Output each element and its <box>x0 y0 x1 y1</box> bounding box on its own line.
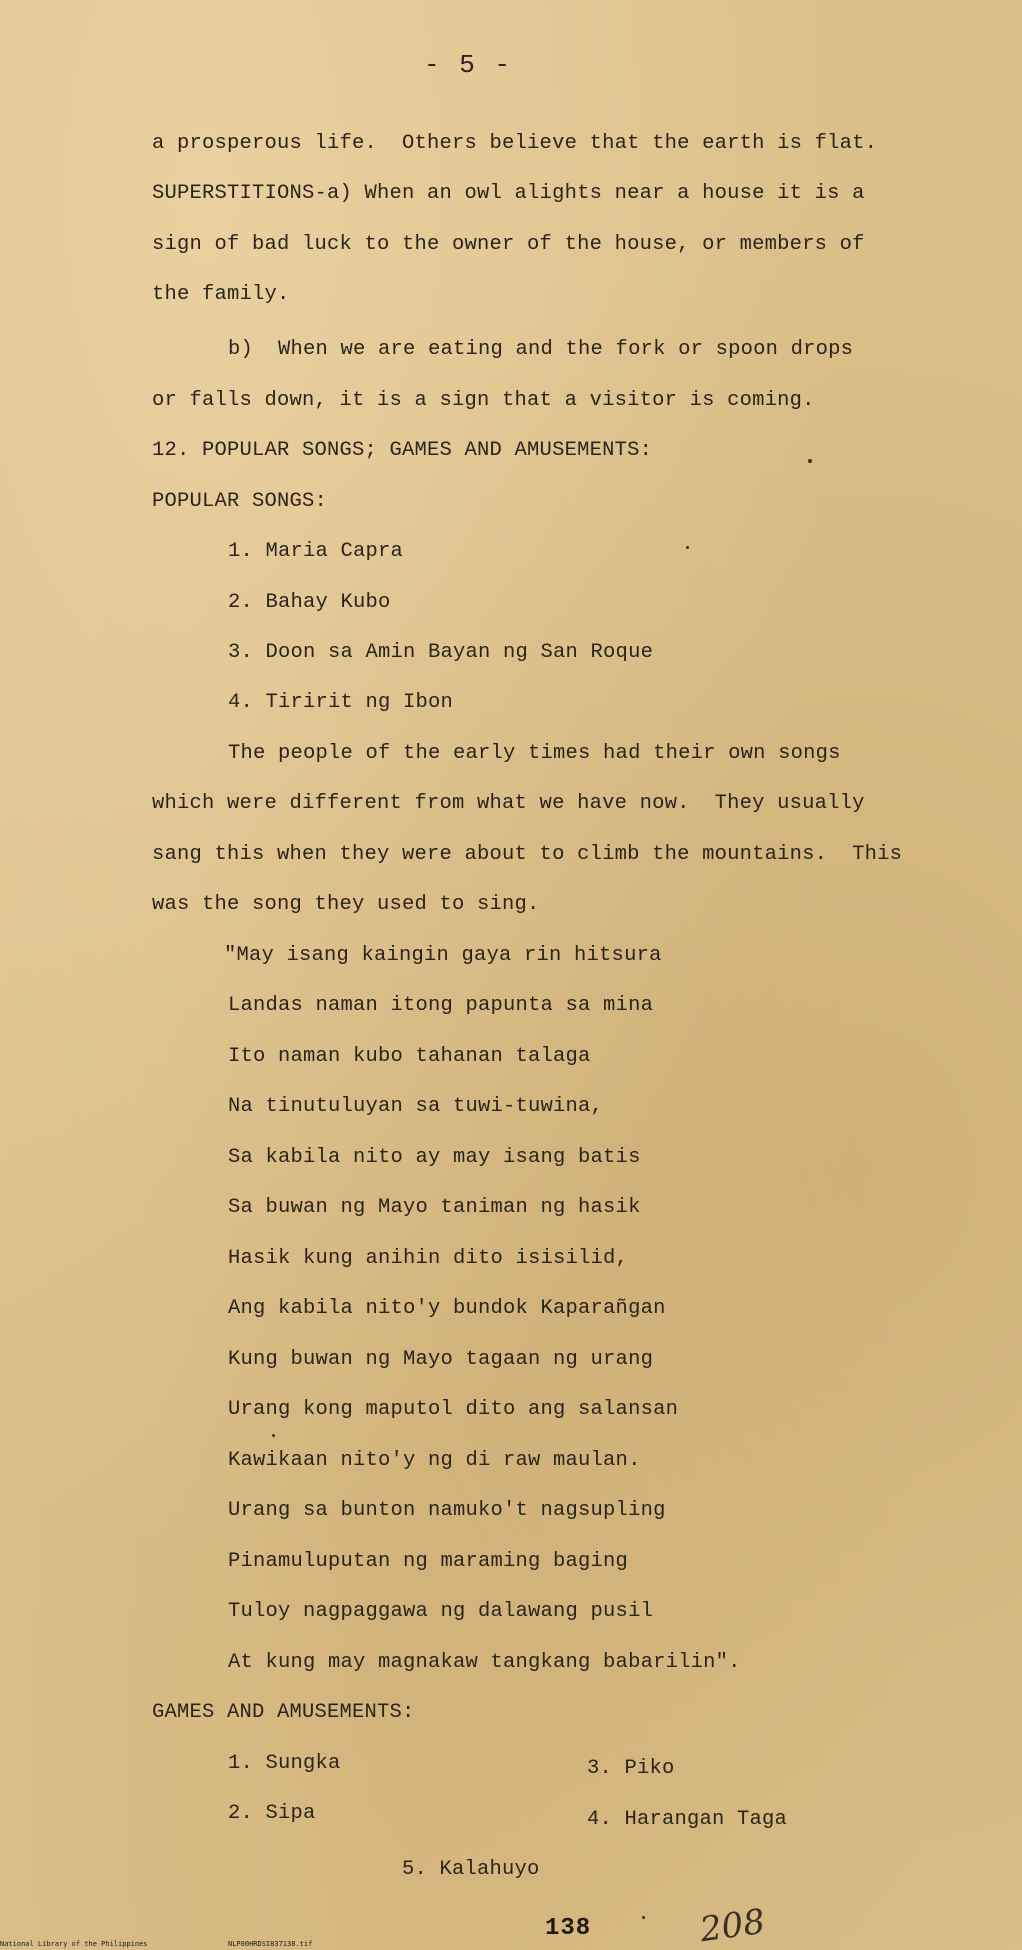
text-line-5: b) When we are eating and the fork or spoon drops <box>228 338 854 361</box>
game-item-2: 2. Sipa <box>228 1802 316 1825</box>
song-verse-line-10: Urang kong maputol dito ang salansan <box>228 1398 679 1421</box>
song-verse-line-2: Landas naman itong papunta sa mina <box>228 994 654 1017</box>
song-verse-line-4: Na tinutuluyan sa tuwi-tuwina, <box>228 1095 604 1118</box>
song-verse-line-3: Ito naman kubo tahanan talaga <box>228 1045 591 1068</box>
text-line-3: sign of bad luck to the owner of the house, or members of <box>152 233 865 256</box>
section-heading-12: 12. POPULAR SONGS; GAMES AND AMUSEMENTS: <box>152 439 653 462</box>
footer-source: National Library of the Philippines <box>0 1940 148 1948</box>
text-line-1: a prosperous life. Others believe that the earth is flat. <box>152 132 878 155</box>
song-verse-line-1: "May isang kaingin gaya rin hitsura <box>224 944 662 967</box>
ink-speck <box>686 546 689 549</box>
ink-speck <box>642 1916 645 1919</box>
song-item-2: 2. Bahay Kubo <box>228 591 391 614</box>
ink-speck <box>808 459 812 463</box>
song-verse-line-9: Kung buwan ng Mayo tagaan ng urang <box>228 1348 654 1371</box>
game-item-1: 1. Sungka <box>228 1752 341 1775</box>
footer-filename: NLP00HRDSI837138.tif <box>228 1940 313 1948</box>
song-verse-line-11: Kawikaan nito'y ng di raw maulan. <box>228 1449 641 1472</box>
handwritten-page-number: 208 <box>697 1901 768 1950</box>
song-verse-line-12: Urang sa bunton namuko't nagsupling <box>228 1499 666 1522</box>
text-line-15: sang this when they were about to climb the mountains. This <box>152 843 903 866</box>
song-verse-line-14: Tuloy nagpaggawa ng dalawang pusil <box>228 1600 654 1623</box>
popular-songs-heading: POPULAR SONGS: <box>152 490 328 513</box>
text-line-14: which were different from what we have now. They usually <box>152 792 865 815</box>
page-number: - 5 - <box>424 50 513 80</box>
text-line-4: the family. <box>152 283 290 306</box>
text-line-2: SUPERSTITIONS-a) When an owl alights near a house it is a <box>152 182 865 205</box>
song-verse-line-5: Sa kabila nito ay may isang batis <box>228 1146 641 1169</box>
song-verse-line-6: Sa buwan ng Mayo taniman ng hasik <box>228 1196 641 1219</box>
text-line-16: was the song they used to sing. <box>152 893 540 916</box>
ink-speck <box>272 1434 275 1437</box>
song-verse-line-7: Hasik kung anihin dito isisilid, <box>228 1247 629 1270</box>
song-verse-line-13: Pinamuluputan ng maraming baging <box>228 1550 629 1573</box>
song-verse-line-15: At kung may magnakaw tangkang babarilin". <box>228 1651 741 1674</box>
games-heading: GAMES AND AMUSEMENTS: <box>152 1701 415 1724</box>
game-item-3: 3. Piko <box>587 1757 675 1780</box>
song-verse-line-8: Ang kabila nito'y bundok Kaparañgan <box>228 1297 666 1320</box>
game-item-5: 5. Kalahuyo <box>402 1858 540 1881</box>
song-item-4: 4. Tiririt ng Ibon <box>228 691 454 714</box>
text-line-6: or falls down, it is a sign that a visitor is coming. <box>152 389 815 412</box>
song-item-3: 3. Doon sa Amin Bayan ng San Roque <box>228 641 654 664</box>
song-item-1: 1. Maria Capra <box>228 540 404 563</box>
game-item-4: 4. Harangan Taga <box>587 1808 788 1831</box>
stamped-page-number: 138 <box>545 1915 592 1942</box>
text-line-13: The people of the early times had their own songs <box>228 742 841 765</box>
